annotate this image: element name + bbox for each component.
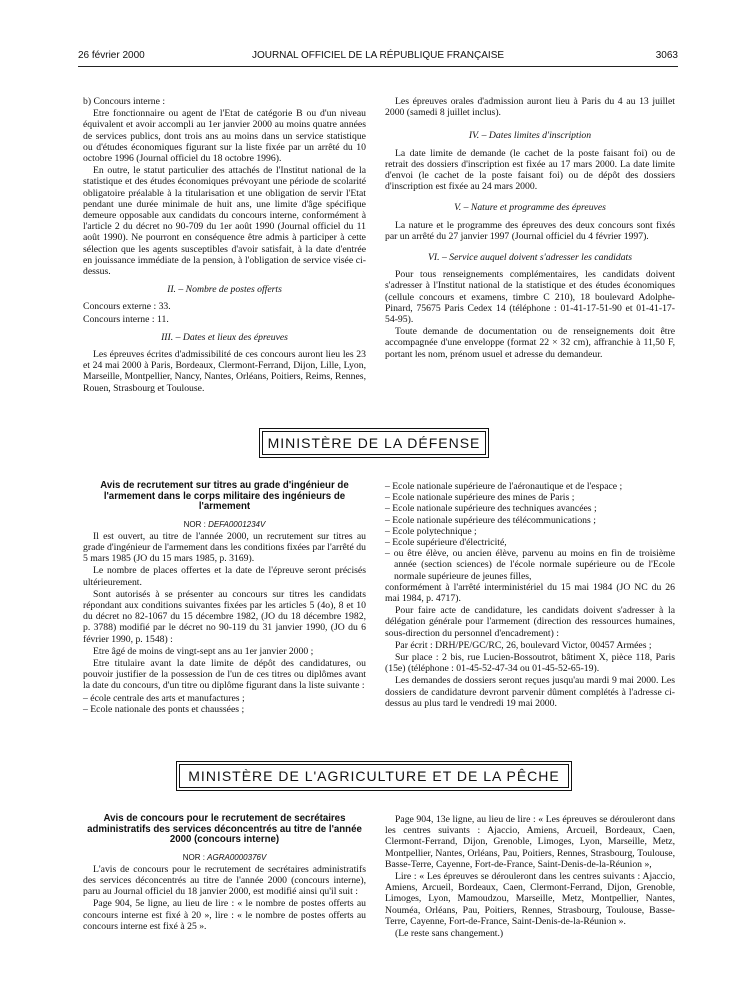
paragraph: Lire : « Les épreuves se dérouleront dans les centres suivants : Ajaccio, Amiens, Arcueil, Bordeaux, Caen, Clermont-Ferrand, Dijon, Grenoble, Limoges, Lyon, Mamoudzou, Marseille, Metz, Montpellier, Nantes, Nouméa, Orléans, Pau, Poitiers, Rennes, Strasbourg, Toulouse, Basse-Terre, Cayenne, Fort-de-France, Saint-Denis-de-la-Réunion ». <box>385 871 675 927</box>
section-heading: V. – Nature et programme des épreuves <box>454 202 606 214</box>
paragraph: En outre, le statut particulier des attachés de l'Institut national de la statistique et des études économiques prévoyant une période de scolarité obligatoire préalable à la titularisation et une obligation de servir l'Etat pendant une durée minimale de huit ans, une limite d'âge spécifique demeure opposable aux candidats du concours interne, conformément à l'article 2 du décret no 90-709 du 1er août 1990 (Journal officiel du 11 août 1990). Ne pourront en conséquence être admis à participer à cette sélection que les agents susceptibles d'avoir satisfait, à la date d'entrée en jouissance immédiate de la pension, à l'obligation de service visée ci-dessus. <box>83 165 366 278</box>
paragraph: b) Concours interne : <box>83 96 166 107</box>
top-left-column <box>83 96 366 395</box>
paragraph: Etre titulaire avant la date limite de dépôt des candidatures, ou pouvoir justifier de la possession de l'un de ces titres ou diplômes avant la date du concours, d'un titre ou diplôme figurant dans la liste suivante : <box>83 657 366 692</box>
agriculture-left-column <box>83 814 366 933</box>
top-right-column <box>385 96 675 361</box>
paragraph: Les épreuves orales d'admission auront lieu à Paris du 4 au 13 juillet 2000 (samedi 8 juillet inclus). <box>385 96 675 119</box>
paragraph: Etre âgé de moins de vingt-sept ans au 1er janvier 2000 ; <box>93 645 314 657</box>
paragraph: Page 904, 13e ligne, au lieu de lire : « Les épreuves se dérouleront dans les centres suivants : Ajaccio, Amiens, Arcueil, Bordeaux, Caen, Clermont-Ferrand, Dijon, Grenoble, Limoges, Lyon, Marseille, Metz, Montpellier, Nantes, Orléans, Pau, Poitiers, Rennes, Strasbourg, Toulouse, Basse-Terre, Cayenne, Fort-de-France, Saint-Denis-de-la-Réunion », <box>385 814 675 870</box>
page-header <box>78 50 678 66</box>
list-item: – Ecole nationale supérieure de l'aéronautique et de l'espace ; <box>385 481 623 492</box>
list-item: – Ecole nationale supérieure des télécommunications ; <box>385 514 596 526</box>
page-number: 3063 <box>655 50 678 61</box>
diploma-list <box>385 481 675 582</box>
paragraph: Les demandes de dossiers seront reçues jusqu'au mardi 9 mai 2000. Les dossiers de candidature devront parvenir dûment complétés à l'adresse ci-dessus au plus tard le vendredi 19 mai 2000. <box>385 675 675 709</box>
paragraph: conformément à l'arrêté interministériel du 15 mai 1984 (JO NC du 26 mai 1984, p. 4717). <box>385 581 675 605</box>
list-item: – Ecole nationale supérieure des techniques avancées ; <box>385 503 597 515</box>
paragraph: Etre fonctionnaire ou agent de l'Etat de catégorie B ou d'un niveau équivalent et avoir accompli au 1er janvier 2000 au moins quatre années de services publics, dont trois ans au moins dans un service statistique ou d'études économiques figurant sur la liste fixée par un arrêté du 10 octobre 1996 (Journal officiel du 18 octobre 1996). <box>83 108 366 165</box>
paragraph: Il est ouvert, au titre de l'année 2000, un recrutement sur titres au grade d'ingénieur de l'armement dans les conditions fixées par l'arrêté du 5 mars 1985 (JO du 15 mars 1985, p. 3169). <box>83 530 366 565</box>
list-item: – Ecole nationale supérieure des mines de Paris ; <box>385 492 575 504</box>
section-heading: IV. – Dates limites d'inscription <box>468 130 592 142</box>
list-item: Concours externe : 33. <box>83 301 171 313</box>
journal-title: JOURNAL OFFICIEL DE LA RÉPUBLIQUE FRANÇAISE <box>251 50 505 61</box>
notice-title: Avis de concours pour le recrutement de secrétaires administratifs des services déconcentrés au titre de l'année 2000 (concours interne) <box>87 813 362 845</box>
list-item: – Ecole supérieure d'électricité, <box>385 537 507 549</box>
paragraph: Pour tous renseignements complémentaires, les candidats doivent s'adresser à l'Institut national de la statistique et des études économiques (cellule concours et examens, timbre C 210), 18 boulevard Adolphe-Pinard, 75675 Paris Cedex 14 (téléphone : 01-41-17-51-90 et 01-41-17-54-95). <box>385 269 675 326</box>
defense-left-column <box>83 481 366 715</box>
list-item: – Ecole nationale des ponts et chaussées ; <box>83 703 245 715</box>
paragraph: La nature et le programme des épreuves des deux concours sont fixés par un arrêté du 27 janvier 1997 (Journal officiel du 4 février 1997). <box>385 219 675 242</box>
paragraph: Sur place : 2 bis, rue Lucien-Bossoutrot, bâtiment X, pièce 118, Paris (15e) (téléphone : 01-45-52-47-34 ou 01-45-52-65-19). <box>385 652 675 675</box>
section-heading: VI. – Service auquel doivent s'adresser les candidats <box>427 252 633 264</box>
agriculture-right-column <box>385 814 675 940</box>
paragraph: Les épreuves écrites d'admissibilité de ces concours auront lieu les 23 et 24 mai 2000 à Paris, Bordeaux, Clermont-Ferrand, Dijon, Lille, Lyon, Marseille, Montpellier, Nancy, Nantes, Orléans, Poitiers, Reims, Rennes, Rouen, Strasbourg et Toulouse. <box>83 349 366 394</box>
list-item: – école centrale des arts et manufactures ; <box>83 692 245 704</box>
header-date: 26 février 2000 <box>78 50 145 61</box>
defense-right-column <box>385 481 675 710</box>
paragraph: L'avis de concours pour le recrutement de secrétaires administratifs des services déconcentrés au titre de l'année 2000 (concours interne), paru au Journal officiel du 18 janvier 2000, est modifié ainsi qu'il suit : <box>83 863 366 898</box>
paragraph: La date limite de demande (le cachet de la poste faisant foi) ou de retrait des dossiers d'inscription est fixée au 17 mars 2000. La date limite d'envoi (le cachet de la poste faisant foi) ou de dépôt des dossiers d'inscription est fixée au 24 mars 2000. <box>385 147 675 193</box>
section-heading: III. – Dates et lieux des épreuves <box>161 331 288 343</box>
paragraph: Toute demande de documentation ou de renseignements doit être accompagnée d'une enveloppe (format 22 × 32 cm), affranchie à 11,50 F, portant les nom, prénom usuel et adresse du demandeur. <box>385 326 675 360</box>
paragraph: Par écrit : DRH/PE/GC/RC, 26, boulevard Victor, 00457 Armées ; <box>395 639 652 651</box>
notice-title: Avis de recrutement sur titres au grade d'ingénieur de l'armement dans le corps militaire des ingénieurs de l'armement <box>100 480 349 512</box>
header-rule <box>78 66 678 67</box>
nor-reference: NOR : AGRA0000376V <box>182 852 267 862</box>
nor-reference: NOR : DEFA0001234V <box>183 519 266 529</box>
paragraph: (Le reste sans changement.) <box>395 928 504 940</box>
paragraph: Le nombre de places offertes et la date de l'épreuve seront précisés ultérieurement. <box>83 565 366 588</box>
diploma-list <box>83 693 366 715</box>
paragraph: Page 904, 5e ligne, au lieu de lire : « le nombre de postes offerts au concours interne est fixé à 20 », lire : « le nombre de postes offerts au concours interne est fixé à 25 ». <box>83 898 366 932</box>
section-heading: II. – Nombre de postes offerts <box>167 284 282 296</box>
paragraph: Sont autorisés à se présenter au concours sur titres les candidats répondant aux conditions suivantes fixées par les articles 5 (4o), 8 et 10 du décret no 82-1067 du 15 décembre 1982, (JO du 18 décembre 1982, p. 3788) modifié par le décret no 90-119 du 31 janvier 1990, (JO du 6 février 1990, p. 1548) : <box>83 588 366 645</box>
paragraph: Pour faire acte de candidature, les candidats doivent s'adresser à la délégation générale pour l'armement (direction des ressources humaines, sous-direction du personnel d'encadrement) : <box>385 605 675 639</box>
list-item: – Ecole polytechnique ; <box>385 525 477 537</box>
ministry-heading-agriculture: MINISTÈRE DE L'AGRICULTURE ET DE LA PÊCHE <box>179 764 569 788</box>
ministry-heading-defense: MINISTÈRE DE LA DÉFENSE <box>262 431 486 455</box>
list-item: – ou être élève, ou ancien élève, parvenu au moins en fin de troisième année (section sciences) de l'école normale supérieure ou de l'Ecole normale supérieure de jeunes filles, <box>385 548 675 582</box>
list-item: Concours interne : 11. <box>83 313 169 325</box>
